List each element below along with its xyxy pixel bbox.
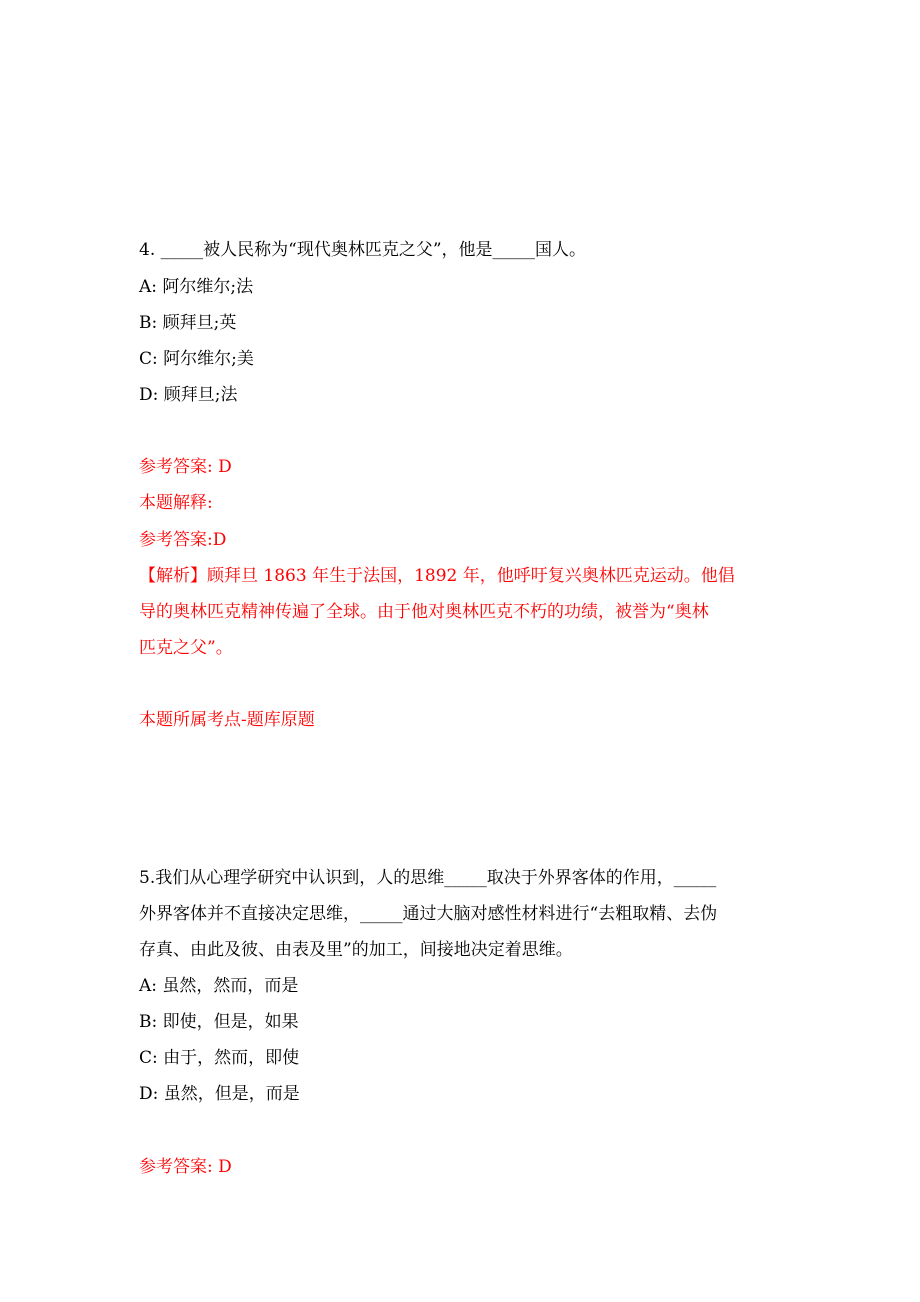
- question-5-stem-line-3: 存真、由此及彼、由表及里”的加工，间接地决定着思维。: [139, 940, 573, 960]
- question-4-stem: 4. _____被人民称为“现代奥林匹克之父”，他是_____国人。: [139, 240, 587, 260]
- question-5-option-b: B: 即使，但是，如果: [139, 1012, 299, 1032]
- question-4-answer: 参考答案: D: [139, 457, 232, 477]
- question-5-option-a: A: 虽然，然而，而是: [139, 976, 299, 996]
- question-5-answer: 参考答案: D: [139, 1157, 232, 1177]
- question-4-analysis-line-2: 导的奥林匹克精神传遍了全球。由于他对奥林匹克不朽的功绩，被誉为“奥林: [139, 602, 709, 622]
- question-4-option-d: D: 顾拜旦;法: [139, 385, 238, 405]
- question-5-stem-line-2: 外界客体并不直接决定思维，_____通过大脑对感性材料进行“去粗取精、去伪: [139, 904, 718, 924]
- question-4-option-c: C: 阿尔维尔;美: [139, 349, 254, 369]
- question-4-analysis-line-3: 匹克之父”。: [139, 638, 233, 658]
- question-4-option-a: A: 阿尔维尔;法: [139, 277, 254, 297]
- question-5-stem-line-1: 5.我们从心理学研究中认识到，人的思维_____取决于外界客体的作用，_____: [139, 868, 717, 888]
- question-4-answer-repeat: 参考答案:D: [139, 530, 227, 550]
- question-4-analysis-line-1: 【解析】顾拜旦 1863 年生于法国，1892 年，他呼吁复兴奥林匹克运动。他倡: [139, 566, 735, 586]
- question-4-explanation-heading: 本题解释:: [139, 493, 213, 513]
- question-5-option-d: D: 虽然，但是，而是: [139, 1084, 300, 1104]
- question-5-option-c: C: 由于，然而，即使: [139, 1048, 300, 1068]
- question-4-option-b: B: 顾拜旦;英: [139, 313, 237, 333]
- question-4-topic: 本题所属考点-题库原题: [139, 710, 315, 730]
